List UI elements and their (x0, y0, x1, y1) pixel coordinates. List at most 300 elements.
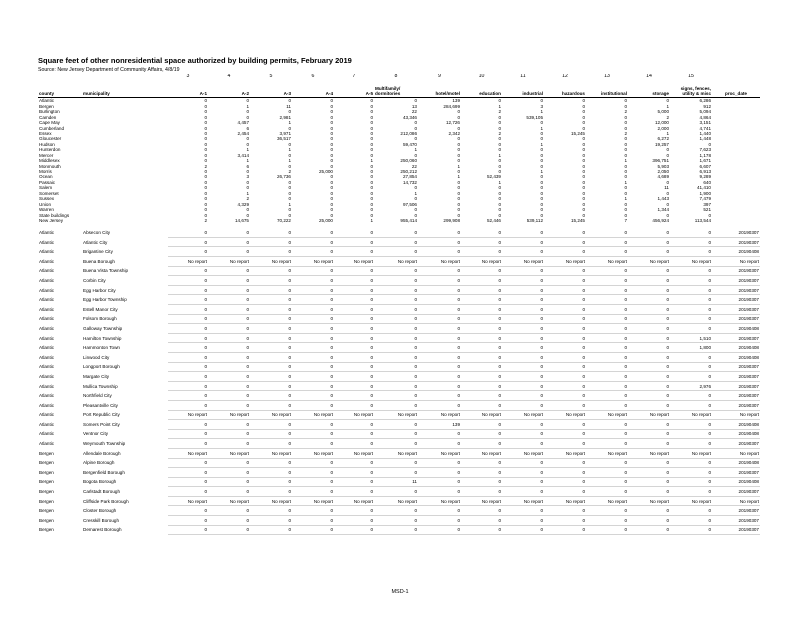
table-cell: 0 (330, 201, 333, 207)
table-cell: 0 (502, 285, 544, 295)
table-cell: 0 (502, 420, 544, 430)
table-cell: 0 (334, 372, 374, 382)
table-cell: 0 (250, 285, 292, 295)
table-cell: 0 (418, 362, 461, 372)
proc-date: 20190307 (712, 228, 760, 237)
table-cell: 0 (544, 276, 586, 286)
table-cell: 0 (544, 352, 586, 362)
table-cell: 0 (624, 147, 627, 153)
proc-date: 20190307 (712, 506, 760, 516)
table-cell: 0 (544, 420, 586, 430)
table-cell: 0 (544, 324, 586, 334)
table-cell: 0 (418, 324, 461, 334)
table-cell: 0 (374, 314, 418, 324)
municipality-name: Somers Point City (83, 421, 120, 427)
proc-date: 20190408 (712, 477, 760, 487)
table-cell: 0 (334, 439, 374, 449)
table-cell: 0 (204, 207, 207, 213)
table-cell: 0 (374, 237, 418, 247)
table-cell: 0 (288, 141, 291, 147)
table-cell: 2 (204, 217, 207, 223)
table-cell: 912 (703, 103, 711, 109)
table-cell: 0 (374, 324, 418, 334)
table-cell: 0 (330, 120, 333, 126)
table-cell: 0 (582, 207, 585, 213)
table-cell: 0 (250, 237, 292, 247)
table-cell: 0 (628, 439, 670, 449)
table-cell: 0 (168, 381, 208, 391)
table-cell: 2,454 (237, 130, 249, 136)
table-cell: No report (334, 496, 374, 506)
table-cell: 0 (330, 185, 333, 191)
municipality-name: Weymouth Township (83, 441, 126, 447)
table-cell: 250,212 (400, 169, 417, 175)
column-number: 5 (269, 74, 273, 79)
table-cell: 0 (208, 487, 250, 497)
table-cell: 1 (246, 158, 249, 164)
table-cell: No report (250, 448, 292, 458)
column-header: proc_date (712, 86, 760, 98)
table-cell: 0 (330, 212, 333, 218)
municipality-name: Cresskill Borough (83, 517, 119, 523)
table-cell: 2 (204, 163, 207, 169)
table-cell: 0 (628, 516, 670, 526)
table-cell: No report (208, 257, 250, 267)
table-cell: 0 (250, 362, 292, 372)
table-cell: 2,981 (279, 114, 291, 120)
column-header: municipality (82, 86, 168, 98)
table-cell: 0 (204, 147, 207, 153)
table-cell: 0 (246, 212, 249, 218)
table-cell: 1 (498, 152, 501, 158)
table-cell: 0 (418, 487, 461, 497)
municipality-name: Longport Borough (83, 364, 120, 370)
table-cell: 0 (208, 228, 250, 237)
table-cell: No report (670, 496, 712, 506)
table-cell: 0 (544, 333, 586, 343)
table-cell: No report (208, 448, 250, 458)
table-cell: 0 (204, 169, 207, 175)
table-cell: 0 (628, 333, 670, 343)
table-cell: 0 (586, 305, 628, 315)
table-cell: 4,457 (237, 120, 249, 126)
table-cell: 0 (292, 420, 334, 430)
table-cell: 0 (624, 207, 627, 213)
table-cell: No report (250, 496, 292, 506)
county-name: Atlantic (39, 287, 55, 293)
table-cell: 0 (374, 420, 418, 430)
table-cell: No report (168, 410, 208, 420)
table-cell: 0 (334, 525, 374, 535)
proc-date: No report (712, 448, 760, 458)
table-cell: 0 (292, 439, 334, 449)
table-cell: 0 (666, 190, 669, 196)
table-cell: 0 (292, 247, 334, 257)
table-cell: 0 (586, 333, 628, 343)
county-name: Atlantic (39, 441, 55, 447)
table-cell: 0 (502, 439, 544, 449)
municipality-name: Cliffside Park Borough (83, 498, 129, 504)
table-cell: 0 (670, 477, 712, 487)
table-cell: 0 (168, 247, 208, 257)
table-cell: 0 (457, 196, 460, 202)
table-cell: 0 (370, 196, 373, 202)
table-cell: 0 (330, 130, 333, 136)
table-cell: 0 (461, 400, 502, 410)
column-number: 12 (562, 74, 568, 79)
column-header: industrial (502, 86, 544, 98)
proc-date: 20190408 (712, 343, 760, 353)
county-name: Bergen (39, 489, 54, 495)
municipality-name: Brigantine City (83, 249, 113, 255)
table-cell: 0 (292, 333, 334, 343)
table-cell: 0 (370, 147, 373, 153)
table-cell: 0 (288, 190, 291, 196)
column-number: 11 (520, 74, 526, 79)
table-cell: 0 (628, 477, 670, 487)
table-cell: 0 (624, 169, 627, 175)
proc-date: 20190307 (712, 362, 760, 372)
table-cell: 0 (250, 324, 292, 334)
table-cell: 0 (292, 228, 334, 237)
table-cell: 0 (670, 391, 712, 401)
county-name: Cumberland (39, 125, 65, 131)
table-cell: 1 (540, 169, 543, 175)
table-cell: 0 (624, 190, 627, 196)
table-cell: 0 (502, 400, 544, 410)
table-cell: 6,607 (699, 163, 711, 169)
table-cell: 0 (288, 185, 291, 191)
table-cell: 0 (168, 525, 208, 535)
table-cell: 1 (540, 141, 543, 147)
proc-date: 20190307 (712, 295, 760, 305)
table-cell: 0 (586, 391, 628, 401)
table-cell: 0 (628, 295, 670, 305)
table-cell: 0 (330, 163, 333, 169)
table-cell: 0 (414, 120, 417, 126)
table-cell: 0 (292, 343, 334, 353)
table-cell: 0 (292, 372, 334, 382)
table-cell: 0 (292, 429, 334, 439)
table-cell: 0 (461, 477, 502, 487)
table-cell: 0 (628, 285, 670, 295)
table-cell: 1,443 (657, 196, 669, 202)
table-cell: 0 (461, 439, 502, 449)
table-cell: 0 (334, 247, 374, 257)
table-cell: 0 (457, 114, 460, 120)
proc-date: 20190307 (712, 276, 760, 286)
table-cell: 1 (288, 201, 291, 207)
table-cell: 0 (461, 525, 502, 535)
table-cell: 0 (330, 136, 333, 142)
table-cell: 0 (586, 362, 628, 372)
table-cell: No report (168, 496, 208, 506)
table-cell: 0 (624, 163, 627, 169)
table-cell: 0 (208, 391, 250, 401)
table-cell: 0 (292, 324, 334, 334)
table-cell: 0 (457, 201, 460, 207)
table-cell: 0 (586, 516, 628, 526)
table-cell: 0 (670, 228, 712, 237)
table-cell: 0 (292, 305, 334, 315)
table-cell: 27,854 (402, 174, 417, 180)
table-cell: 0 (204, 130, 207, 136)
county-name: Atlantic (39, 249, 55, 255)
table-cell: 0 (330, 196, 333, 202)
municipality-row (38, 228, 760, 237)
table-cell: 0 (457, 147, 460, 153)
municipality-name: Northfield City (83, 393, 112, 399)
table-cell: 0 (586, 525, 628, 535)
table-cell: 0 (628, 506, 670, 516)
table-cell: 0 (250, 391, 292, 401)
municipality-row (38, 352, 760, 362)
table-cell: 0 (461, 458, 502, 468)
table-cell: 0 (208, 295, 250, 305)
table-cell: 0 (374, 276, 418, 286)
table-cell: 0 (288, 212, 291, 218)
table-cell: 0 (334, 381, 374, 391)
table-cell: 0 (418, 247, 461, 257)
table-cell: 0 (670, 525, 712, 535)
table-cell: 1 (666, 103, 669, 109)
table-cell: 0 (540, 207, 543, 213)
table-cell: 0 (540, 152, 543, 158)
table-cell: 1 (288, 120, 291, 126)
table-cell: 0 (586, 343, 628, 353)
table-cell: No report (418, 257, 461, 267)
municipality-name: Linwood City (83, 354, 110, 360)
table-cell: 0 (670, 266, 712, 276)
table-cell: 0 (544, 362, 586, 372)
table-cell: 0 (334, 362, 374, 372)
table-cell: 0 (374, 506, 418, 516)
table-cell: 0 (628, 237, 670, 247)
table-cell: 0 (582, 196, 585, 202)
table-cell: 0 (582, 147, 585, 153)
table-cell: 0 (544, 372, 586, 382)
table-cell: 0 (168, 343, 208, 353)
table-cell: 0 (168, 468, 208, 478)
table-cell: 0 (418, 391, 461, 401)
table-cell: 0 (540, 136, 543, 142)
table-cell: 0 (374, 333, 418, 343)
table-cell: 52,446 (486, 217, 501, 223)
table-cell: 7 (624, 217, 627, 223)
table-cell: 0 (204, 109, 207, 115)
table-cell: 0 (168, 276, 208, 286)
table-cell: 0 (670, 420, 712, 430)
table-cell: 0 (670, 247, 712, 257)
table-cell: 14,675 (234, 217, 249, 223)
table-cell: 0 (288, 196, 291, 202)
table-cell: 0 (502, 266, 544, 276)
table-cell: 0 (540, 201, 543, 207)
table-cell: No report (670, 448, 712, 458)
county-name: Bergen (39, 450, 54, 456)
table-cell: 0 (624, 141, 627, 147)
table-cell: No report (292, 257, 334, 267)
table-cell: 0 (502, 429, 544, 439)
table-cell: 0 (414, 185, 417, 191)
table-cell: 13 (411, 103, 417, 109)
municipality-name: Port Republic City (83, 412, 120, 418)
table-cell: 0 (374, 305, 418, 315)
table-cell: 0 (502, 276, 544, 286)
table-cell: 0 (628, 362, 670, 372)
county-name: Atlantic (39, 373, 55, 379)
table-cell: 0 (666, 179, 669, 185)
table-cell: 0 (670, 439, 712, 449)
municipality-name: Folsom Borough (83, 316, 117, 322)
table-cell: 0 (250, 525, 292, 535)
municipality-row (38, 525, 760, 535)
table-cell: 0 (208, 516, 250, 526)
table-cell: 2,050 (657, 169, 669, 175)
table-cell: 4,741 (699, 125, 711, 131)
county-name: Atlantic (39, 306, 55, 312)
table-cell: 0 (670, 276, 712, 286)
table-cell: 25,000 (318, 217, 333, 223)
table-cell: 0 (628, 352, 670, 362)
table-cell: 0 (502, 333, 544, 343)
column-number: 3 (186, 74, 190, 79)
municipality-name: Ventnor City (83, 431, 109, 437)
table-cell: 0 (628, 381, 670, 391)
table-cell: 0 (374, 381, 418, 391)
table-cell: 0 (502, 525, 544, 535)
table-cell: 0 (582, 136, 585, 142)
table-cell: 955,414 (400, 217, 417, 223)
table-cell: 0 (457, 179, 460, 185)
table-cell: 0 (502, 516, 544, 526)
table-cell: 396,751 (652, 158, 669, 164)
table-cell: 0 (204, 158, 207, 164)
table-cell: 0 (418, 400, 461, 410)
proc-date: 20190408 (712, 352, 760, 362)
table-cell: 11 (664, 185, 669, 191)
table-cell: 0 (250, 429, 292, 439)
municipality-name: Galloway Township (83, 325, 123, 331)
table-cell: 0 (374, 516, 418, 526)
header-row (38, 86, 760, 98)
table-cell: 0 (582, 169, 585, 175)
table-cell: 0 (586, 276, 628, 286)
table-cell: 0 (586, 247, 628, 257)
table-cell: 0 (204, 98, 207, 104)
table-cell: 43,346 (402, 114, 417, 120)
column-number: 7 (352, 74, 356, 79)
table-cell: 0 (208, 247, 250, 257)
municipality-row (38, 257, 760, 267)
table-cell: 250,060 (400, 158, 417, 164)
column-header: A-1 (168, 86, 208, 98)
table-cell: 0 (582, 109, 585, 115)
county-name: Atlantic (39, 412, 55, 418)
column-header: education (461, 86, 502, 98)
county-name: Bergen (39, 460, 54, 466)
table-cell: 0 (292, 237, 334, 247)
table-cell: No report (544, 257, 586, 267)
table-cell: 0 (374, 247, 418, 257)
municipality-row (38, 247, 760, 257)
table-cell: 0 (418, 429, 461, 439)
table-cell: 1,440 (699, 130, 711, 136)
county-name: Atlantic (39, 297, 55, 303)
table-cell: 0 (502, 458, 544, 468)
table-cell: No report (628, 496, 670, 506)
table-cell: 0 (670, 487, 712, 497)
table-cell: 0 (586, 324, 628, 334)
table-cell: 0 (288, 109, 291, 115)
table-cell: 0 (582, 212, 585, 218)
table-cell: 0 (208, 343, 250, 353)
municipality-name: Atlantic City (83, 239, 108, 245)
municipality-name: Margate City (83, 373, 110, 379)
table-cell: 0 (168, 324, 208, 334)
table-cell: 0 (246, 179, 249, 185)
table-cell: 0 (586, 400, 628, 410)
table-cell: 0 (666, 147, 669, 153)
table-cell: No report (374, 448, 418, 458)
table-cell: No report (250, 257, 292, 267)
county-name: Ocean (39, 174, 53, 180)
county-name: Union (39, 201, 52, 207)
table-cell: 0 (288, 98, 291, 104)
table-cell: 0 (204, 179, 207, 185)
table-cell: No report (334, 410, 374, 420)
table-cell: 0 (374, 295, 418, 305)
table-cell: 0 (582, 114, 585, 120)
proc-date: No report (712, 257, 760, 267)
table-cell: 0 (208, 439, 250, 449)
table-cell: No report (461, 448, 502, 458)
table-cell: 0 (330, 190, 333, 196)
municipality-row (38, 516, 760, 526)
table-cell: 5,903 (657, 163, 669, 169)
table-cell: 0 (502, 305, 544, 315)
table-cell: 0 (208, 362, 250, 372)
county-name: Somerset (39, 190, 59, 196)
table-cell: 0 (586, 237, 628, 247)
table-cell: 0 (544, 516, 586, 526)
table-cell: 15,245 (570, 130, 585, 136)
table-cell: 0 (461, 391, 502, 401)
table-cell: 0 (461, 333, 502, 343)
table-cell: 0 (334, 266, 374, 276)
table-cell: 0 (208, 477, 250, 487)
table-cell: 0 (374, 525, 418, 535)
table-cell: 1 (414, 147, 417, 153)
table-cell: 41,410 (696, 185, 711, 191)
table-cell: No report (461, 496, 502, 506)
table-cell: 0 (208, 458, 250, 468)
table-cell: 0 (586, 487, 628, 497)
table-cell: 0 (586, 506, 628, 516)
column-number: 14 (646, 74, 652, 79)
county-name: Camden (39, 114, 57, 120)
table-cell: 0 (670, 314, 712, 324)
page-footer: MSD-1 (391, 589, 409, 595)
table-cell: 0 (334, 506, 374, 516)
table-cell: 0 (204, 190, 207, 196)
table-cell: 0 (586, 439, 628, 449)
table-cell: 0 (544, 477, 586, 487)
table-cell: 539,112 (526, 217, 543, 223)
table-cell: 539,105 (526, 114, 543, 120)
table-cell: 0 (292, 276, 334, 286)
table-cell: 97,506 (402, 201, 417, 207)
